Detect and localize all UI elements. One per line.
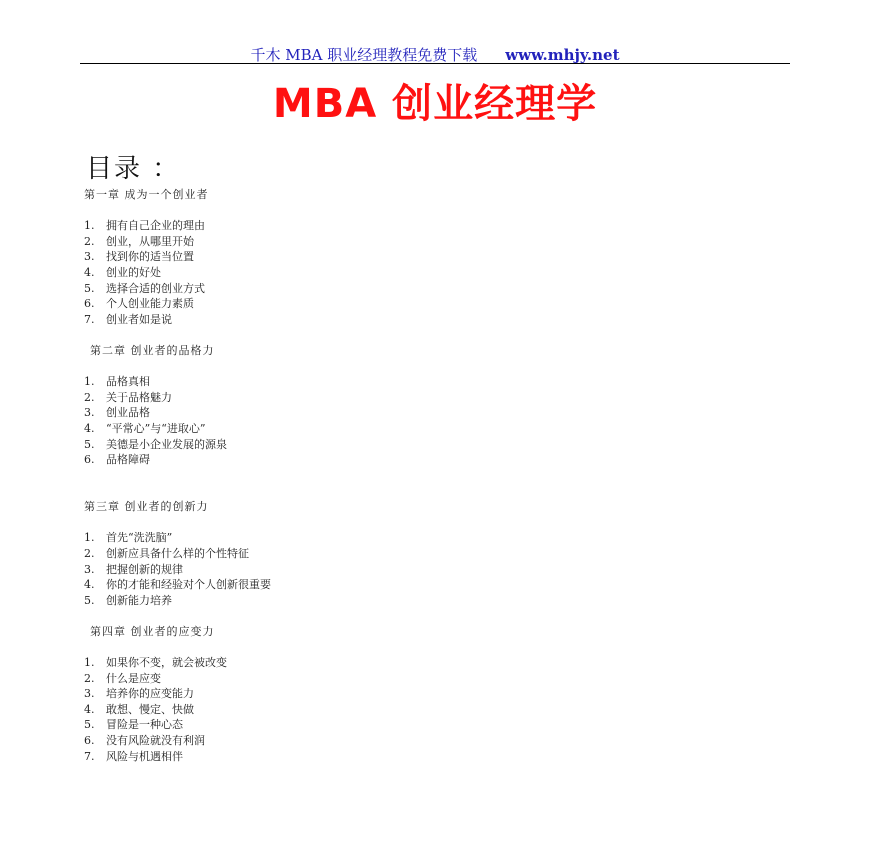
toc-item-text: “平常心”与“进取心” (106, 422, 206, 435)
document-title: MBA 创业经理学 (272, 81, 598, 127)
toc-item-text: 品格障碍 (106, 453, 150, 466)
toc-item-text: 创业者如是说 (106, 313, 172, 326)
toc-item-number: 4. (84, 703, 95, 716)
toc-item-text: 个人创业能力素质 (106, 297, 194, 310)
toc-item-text: 没有风险就没有利润 (106, 734, 205, 747)
toc-item-number: 6. (84, 297, 95, 310)
toc-item-text: 把握创新的规律 (106, 563, 183, 576)
toc-item (84, 391, 172, 405)
toc-item-number: 3. (84, 687, 95, 700)
toc-item-text: 选择合适的创业方式 (106, 282, 205, 295)
toc-item-text: 创业，从哪里开始 (106, 235, 194, 248)
toc-item-number: 5. (84, 718, 95, 731)
toc-item-number: 2. (84, 391, 95, 404)
header-rule (80, 63, 790, 64)
toc-item-number: 3. (84, 406, 95, 419)
toc-item (84, 734, 205, 748)
toc-item (84, 563, 183, 577)
toc-item-number: 2. (84, 547, 95, 560)
toc-item (84, 750, 183, 764)
toc-item-number: 3. (84, 250, 95, 263)
toc-item-text: 拥有自己企业的理由 (106, 219, 205, 232)
toc-item (84, 406, 150, 420)
toc-item-text: 创业的好处 (106, 266, 161, 279)
toc-item (84, 703, 194, 717)
toc-item-number: 1. (84, 656, 95, 669)
chapter-title: 第二章 创业者的品格力 (90, 344, 215, 357)
toc-heading: 目录 ： (86, 154, 181, 184)
toc-item (84, 235, 194, 249)
chapter-title: 第一章 成为一个创业者 (84, 188, 209, 201)
toc-item (84, 718, 183, 732)
toc-item-number: 6. (84, 453, 95, 466)
toc-item-number: 5. (84, 438, 95, 451)
toc-item-number: 4. (84, 578, 95, 591)
toc-item-number: 6. (84, 734, 95, 747)
toc-item (84, 594, 172, 608)
toc-item-number: 4. (84, 266, 95, 279)
toc-item-text: 如果你不变，就会被改变 (106, 656, 227, 669)
chapter-title: 第四章 创业者的应变力 (90, 625, 215, 638)
toc-item (84, 422, 206, 436)
toc-item-text: 你的才能和经验对个人创新很重要 (106, 578, 271, 591)
toc-item-text: 创新能力培养 (106, 594, 172, 607)
toc-item (84, 672, 161, 686)
toc-item-text: 什么是应变 (106, 672, 161, 685)
header-site: www.mhjy.net (505, 46, 620, 64)
toc-item-text: 美德是小企业发展的源泉 (106, 438, 227, 451)
toc-item-number: 2. (84, 235, 95, 248)
chapter-title: 第三章 创业者的创新力 (84, 500, 209, 513)
toc-item-text: 培养你的应变能力 (106, 687, 194, 700)
toc-item (84, 453, 150, 467)
toc-item-number: 5. (84, 594, 95, 607)
toc-item-number: 1. (84, 531, 95, 544)
toc-item (84, 313, 172, 327)
toc-item-text: 创新应具备什么样的个性特征 (106, 547, 249, 560)
toc-item-number: 1. (84, 219, 95, 232)
toc-item (84, 547, 249, 561)
toc-item-text: 创业品格 (106, 406, 150, 419)
toc-item (84, 578, 271, 592)
toc-item-number: 7. (84, 750, 95, 763)
page-header (0, 44, 870, 65)
toc-item (84, 297, 194, 311)
toc-item-text: 找到你的适当位置 (106, 250, 194, 263)
toc-item-text: 品格真相 (106, 375, 150, 388)
toc-item-number: 2. (84, 672, 95, 685)
toc-item (84, 219, 205, 233)
toc-item-text: 敢想、慢定、快做 (106, 703, 194, 716)
toc-item (84, 531, 172, 545)
toc-item-number: 5. (84, 282, 95, 295)
toc-item-number: 3. (84, 563, 95, 576)
toc-item (84, 375, 150, 389)
toc-item (84, 266, 161, 280)
toc-item-text: 风险与机遇相伴 (106, 750, 183, 763)
toc-item (84, 250, 194, 264)
toc-item-text: 关于品格魅力 (106, 391, 172, 404)
toc-item-text: 首先“洗洗脑” (106, 531, 173, 544)
toc-item (84, 656, 227, 670)
toc-item (84, 687, 194, 701)
toc-item-text: 冒险是一种心态 (106, 718, 183, 731)
toc-item (84, 282, 205, 296)
toc-item-number: 7. (84, 313, 95, 326)
header-text: 千木 MBA 职业经理教程免费下载 (250, 46, 478, 64)
toc-item-number: 4. (84, 422, 95, 435)
toc-item-number: 1. (84, 375, 95, 388)
toc-item (84, 438, 227, 452)
